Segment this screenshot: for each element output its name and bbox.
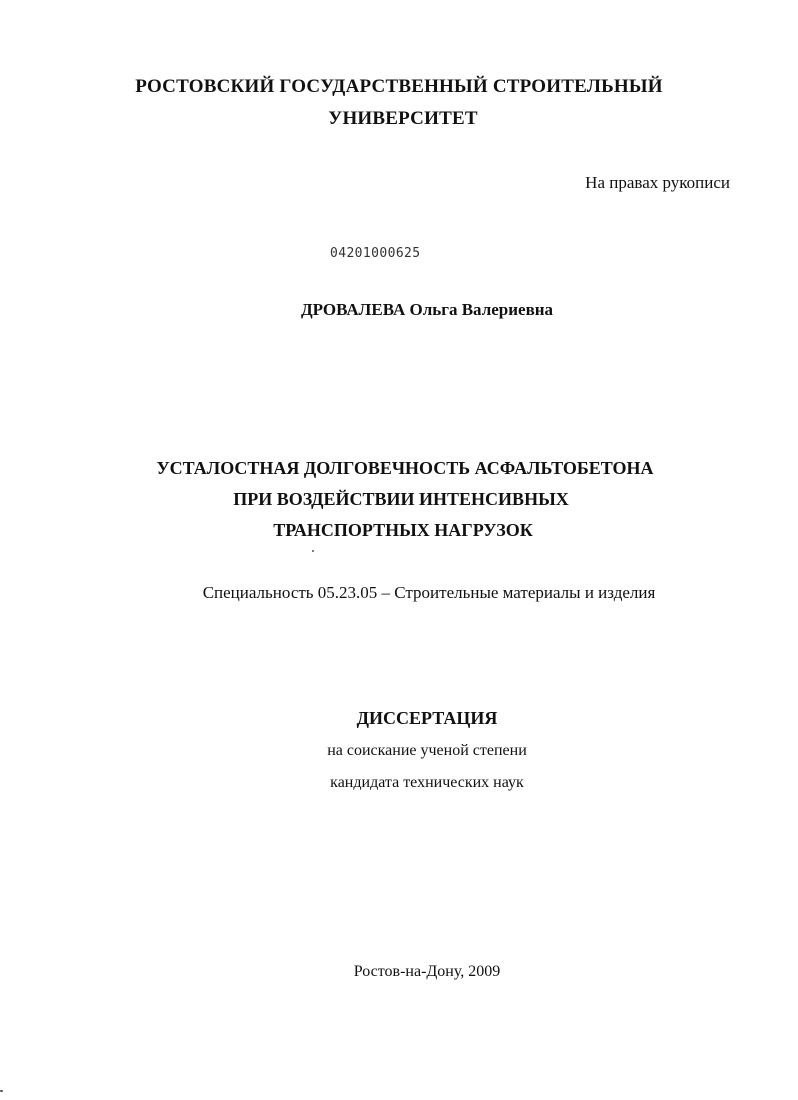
- inventory-number: 04201000625: [330, 246, 421, 261]
- thesis-title-line3: ТРАНСПОРТНЫХ НАГРУЗОК: [273, 520, 533, 540]
- manuscript-rights-note: На правах рукописи: [585, 173, 730, 192]
- document-type: ДИССЕРТАЦИЯ: [356, 708, 498, 728]
- scan-speck: [0, 1090, 3, 1092]
- thesis-title-line1: УСТАЛОСТНАЯ ДОЛГОВЕЧНОСТЬ АСФАЛЬТОБЕТОНА: [156, 458, 654, 478]
- place-and-year: Ростов-на-Дону, 2009: [353, 963, 501, 980]
- university-name-line2: УНИВЕРСИТЕТ: [328, 108, 478, 129]
- university-name-line1: РОСТОВСКИЙ ГОСУДАРСТВЕННЫЙ СТРОИТЕЛЬНЫЙ: [135, 76, 663, 97]
- degree-line2: кандидата технических наук: [330, 774, 524, 791]
- scan-speck: [312, 550, 314, 552]
- author-name: ДРОВАЛЕВА Ольга Валериевна: [300, 300, 554, 319]
- thesis-title-line2: ПРИ ВОЗДЕЙСТВИИ ИНТЕНСИВНЫХ: [233, 489, 569, 509]
- specialty-line: Специальность 05.23.05 – Строительные материалы и изделия: [202, 583, 656, 602]
- degree-line1: на соискание ученой степени: [327, 742, 527, 759]
